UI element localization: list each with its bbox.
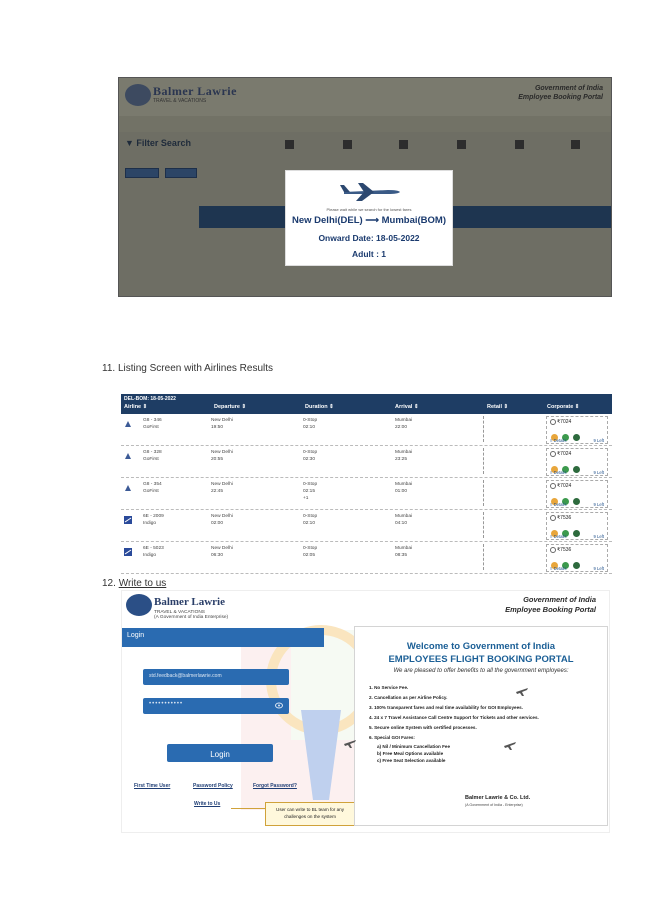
filter-checkbox[interactable] (285, 140, 294, 149)
arrival-city: Mumbai (395, 418, 413, 423)
details-link[interactable]: ≡ Details (550, 438, 567, 443)
forgot-password-link[interactable]: Forgot Password? (253, 783, 297, 789)
airline-name: Indigo (143, 553, 157, 558)
section-title: Write to us (118, 578, 167, 589)
password-policy-link[interactable]: Password Policy (193, 783, 233, 789)
filter-label-text: Filter Search (136, 138, 191, 148)
duration: 02:30 (303, 457, 316, 462)
duration: 02:05 (303, 553, 316, 558)
benefits-list (369, 683, 601, 764)
arrival-time: 04:10 (395, 521, 408, 526)
welcome-subtitle: EMPLOYEES FLIGHT BOOKING PORTAL (388, 654, 574, 665)
flight-row[interactable] (121, 510, 612, 542)
benefit-item: 5. Secure online System with certified processes. (369, 725, 477, 730)
benefit-item: 1. No Service Fee. (369, 685, 409, 690)
airplane-icon (503, 739, 517, 751)
corporate-fare[interactable] (546, 544, 608, 572)
flight-code: G8 - 346 (143, 418, 162, 423)
duration: 02:10 (303, 521, 316, 526)
benefit-item: 2. Cancellation as per Airline Policy. (369, 695, 448, 700)
brand-sub (154, 610, 228, 620)
password-value: ••••••••••• (149, 701, 184, 707)
airplane-icon (338, 179, 402, 203)
arrival-city: Mumbai (395, 514, 413, 519)
portal-header (119, 78, 611, 116)
callout-connector (231, 808, 265, 809)
airline-name: Indigo (143, 521, 157, 526)
welcome-panel (354, 626, 608, 826)
brand-sub: TRAVEL & VACATIONS (153, 98, 207, 104)
filter-search-label: ▼ Filter Search (125, 138, 191, 148)
fare-badges (551, 428, 584, 446)
arrival-time: 08:35 (395, 553, 408, 558)
write-to-us-link[interactable]: Write to Us (194, 801, 221, 807)
retail-divider (483, 512, 484, 538)
retail-divider (483, 480, 484, 506)
departure-time: 20:55 (211, 457, 224, 462)
email-field[interactable] (143, 669, 289, 685)
flight-row[interactable] (121, 478, 612, 510)
balmer-lawrie-logo-icon (126, 594, 152, 616)
fare-badges (551, 492, 584, 510)
departure-time: 06:30 (211, 553, 224, 558)
seats-left: 9 Left (593, 502, 604, 507)
corporate-price[interactable]: ₹7024 (557, 419, 572, 425)
filter-button-2[interactable] (165, 168, 197, 178)
arrival-time: 23:25 (395, 457, 408, 462)
corporate-price[interactable]: ₹7536 (557, 515, 572, 521)
corporate-price[interactable]: ₹7536 (557, 547, 572, 553)
arrival-time: 22:00 (395, 425, 408, 430)
corporate-fare[interactable] (546, 448, 608, 476)
fare-badges (551, 460, 584, 478)
fare-badge-icon (573, 466, 580, 473)
indigo-logo-icon (124, 516, 132, 524)
duration: 02:10 (303, 425, 316, 430)
portal-nav (119, 116, 611, 132)
departure-time: 19:50 (211, 425, 224, 430)
brand-name: Balmer Lawrie (154, 596, 225, 608)
first-time-user-link[interactable]: First Time User (134, 783, 171, 789)
fare-badge-icon (573, 562, 580, 569)
filter-checkbox[interactable] (515, 140, 524, 149)
stops: 0-Stop (303, 514, 318, 519)
section-11-heading (102, 363, 273, 374)
brand-name: Balmer Lawrie (153, 84, 237, 98)
indigo-logo-icon (124, 548, 132, 556)
benefit-item: 6. Special GOI Fares: (369, 735, 415, 740)
airline-name: GoFirst (143, 489, 159, 494)
filter-checkbox[interactable] (399, 140, 408, 149)
sub-benefit-item: c) Free Seat Selection available (377, 758, 446, 763)
loading-screenshot (118, 77, 612, 297)
eye-icon[interactable] (275, 702, 283, 709)
modal-route: New Delhi(DEL) ⟶ Mumbai(BOM) (291, 215, 446, 226)
departure-time: 02:00 (211, 521, 224, 526)
benefit-item: 3. 100% transparent fares and real time availability for GOI Employees. (369, 705, 523, 710)
login-button[interactable] (167, 744, 273, 762)
flight-row[interactable] (121, 542, 612, 574)
login-bar (121, 628, 324, 647)
retail-divider (483, 448, 484, 474)
retail-divider (483, 544, 484, 570)
filter-checkbox[interactable] (571, 140, 580, 149)
login-bar-label: Login (127, 632, 145, 639)
airline-results-table (121, 394, 612, 575)
arrival-city: Mumbai (395, 450, 413, 455)
retail-divider (483, 416, 484, 442)
departure-city: New Delhi (211, 546, 233, 551)
search-loading-modal (285, 170, 453, 266)
departure-city: New Delhi (211, 514, 233, 519)
col-airline[interactable]: Airline ⇕ (124, 404, 148, 410)
sub-benefit-item: a) Nil / Minimum Cancellation Fee (377, 744, 451, 749)
section-12-heading (102, 578, 166, 589)
gov-title-line2: Employee Booking Portal (518, 94, 603, 101)
flight-code: 6E - 5023 (143, 546, 164, 551)
route-label: DEL-BOM: 18-05-2022 (124, 396, 176, 402)
gofirst-logo-icon (124, 420, 132, 428)
departure-time: 22:45 (211, 489, 224, 494)
airplane-icon (515, 685, 529, 697)
flight-row[interactable] (121, 446, 612, 478)
duration: 02:15 (303, 489, 316, 494)
stops: 0-Stop (303, 482, 318, 487)
fare-badge-icon (573, 498, 580, 505)
flight-code: G8 - 354 (143, 482, 162, 487)
fare-badge-icon (573, 434, 580, 441)
airline-name: GoFirst (143, 425, 159, 430)
filter-checkbox[interactable] (343, 140, 352, 149)
details-link[interactable]: ≡ Details (550, 470, 567, 475)
filter-button-1[interactable] (125, 168, 159, 178)
welcome-tagline: We are pleased to offer benefits to all the government employees: (393, 668, 569, 674)
arrival-time: 01:00 (395, 489, 408, 494)
gov-title-line1: Government of India (523, 595, 596, 604)
col-arrival[interactable]: Arrival ⇕ (395, 404, 419, 410)
email-value: std.feedback@balmerlawrie.com (149, 673, 222, 679)
gov-title-line1: Government of India (534, 85, 603, 92)
brand-sub-line1: TRAVEL & VACATIONS (154, 610, 205, 615)
details-link[interactable]: ≡ Details (550, 566, 567, 571)
sub-benefit-item: b) Free Meal Options available (377, 751, 444, 756)
flight-code: 6E - 2009 (143, 514, 164, 519)
modal-onward-date: Onward Date: 18-05-2022 (318, 233, 420, 243)
departure-city: New Delhi (211, 450, 233, 455)
write-to-us-screenshot (121, 590, 610, 833)
corporate-fare[interactable] (546, 416, 608, 444)
balmer-lawrie-logo-icon (125, 84, 151, 106)
col-retail[interactable]: Retail ⇕ (487, 404, 509, 410)
fare-badges (551, 556, 584, 574)
welcome-title: Welcome to Government of India (406, 641, 556, 652)
seats-left: 9 Left (593, 470, 604, 475)
corporate-fare[interactable] (546, 480, 608, 508)
departure-city: New Delhi (211, 482, 233, 487)
details-link[interactable]: ≡ Details (550, 534, 567, 539)
gofirst-logo-icon (124, 452, 132, 460)
stops: 0-Stop (303, 418, 318, 423)
col-departure[interactable]: Departure ⇕ (214, 404, 247, 410)
corporate-price[interactable]: ₹7024 (557, 451, 572, 457)
brand-sub-line2: (A Government of India Enterprise) (154, 615, 229, 620)
day-offset: +1 (303, 496, 309, 501)
section-title: Listing Screen with Airlines Results (117, 363, 274, 374)
airplane-icon (343, 737, 357, 749)
results-header (121, 394, 612, 414)
col-corporate[interactable]: Corporate ⇕ (547, 404, 580, 410)
arrival-city: Mumbai (395, 546, 413, 551)
company-name: Balmer Lawrie & Co. Ltd. (465, 795, 531, 801)
corporate-price[interactable]: ₹7024 (557, 483, 572, 489)
details-link[interactable]: ≡ Details (550, 502, 567, 507)
gofirst-logo-icon (124, 484, 132, 492)
modal-wait-text: Please wait while we search for the lowest fares (326, 207, 412, 212)
seats-left: 9 Left (593, 534, 604, 539)
gov-title-line2: Employee Booking Portal (505, 605, 596, 614)
modal-adult-count: Adult : 1 (352, 249, 386, 259)
section-number: 12. (102, 578, 116, 589)
arrival-city: Mumbai (395, 482, 413, 487)
benefit-item: 4. 24 x 7 Travel Assistance Call Centre Support for Tickets and other services. (369, 715, 539, 720)
section-number: 11. (102, 363, 116, 374)
fare-badge-icon (573, 530, 580, 537)
gov-title (518, 84, 603, 102)
airline-name: GoFirst (143, 457, 159, 462)
flight-code: G8 - 328 (143, 450, 162, 455)
write-to-us-callout: User can write to BL team for any challenges on the system (265, 802, 355, 826)
filter-checkbox[interactable] (457, 140, 466, 149)
col-duration[interactable]: Duration ⇕ (305, 404, 334, 410)
corporate-fare[interactable] (546, 512, 608, 540)
departure-city: New Delhi (211, 418, 233, 423)
login-button-label: Login (210, 750, 230, 759)
fare-badges (551, 524, 584, 542)
stops: 0-Stop (303, 546, 318, 551)
gov-title (505, 595, 596, 615)
seats-left: 9 Left (593, 438, 604, 443)
seats-left: 9 Left (593, 566, 604, 571)
company-sub: (A Government of India - Enterprise) (465, 803, 523, 807)
password-field[interactable] (143, 698, 289, 714)
flight-row[interactable] (121, 414, 612, 446)
stops: 0-Stop (303, 450, 318, 455)
